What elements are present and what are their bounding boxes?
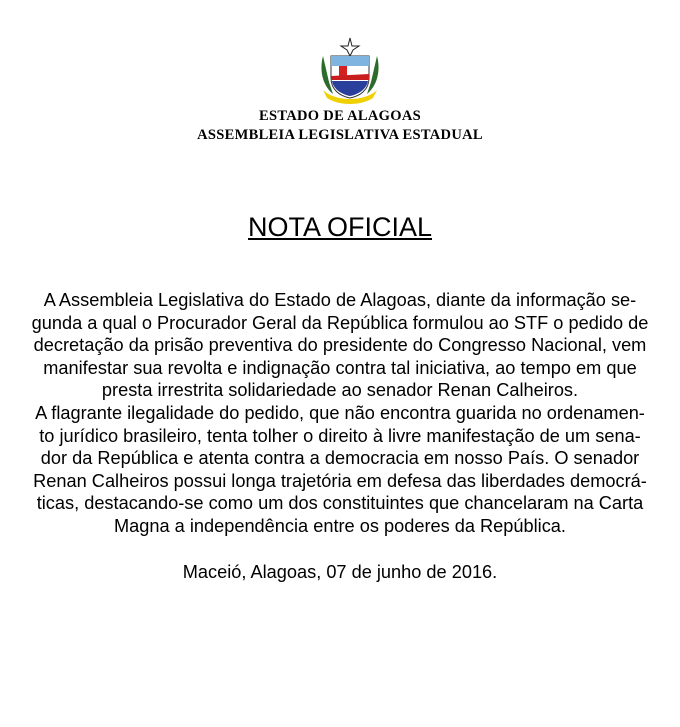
- body-line: manifestar sua revolta e indignação contra tal iniciativa, ao tempo em que: [43, 357, 637, 378]
- body-line: presta irrestrita solidariedade ao senador Renan Calheiros.: [101, 380, 579, 401]
- state-name-heading: ESTADO DE ALAGOAS: [259, 108, 421, 124]
- assembly-name-heading: ASSEMBLEIA LEGISLATIVA ESTADUAL: [197, 127, 483, 143]
- body-line: decretação da prisão preventiva do presidente do Congresso Nacional, vem: [33, 335, 647, 356]
- note-body: [20, 289, 660, 538]
- document-title: NOTA OFICIAL: [247, 212, 433, 242]
- body-line: gunda a qual o Procurador Geral da República formulou ao STF o pedido de: [31, 312, 649, 333]
- date-line: Maceió, Alagoas, 07 de junho de 2016.: [182, 562, 498, 582]
- body-line: A flagrante ilegalidade do pedido, que não encontra guarida no ordenamen-: [35, 402, 645, 423]
- alagoas-coat-of-arms-icon: [315, 36, 385, 106]
- body-line: Renan Calheiros possui longa trajetória em defesa das liberdades democrá-: [33, 470, 647, 491]
- body-line: A Assembleia Legislativa do Estado de Alagoas, diante da informação se-: [43, 290, 637, 310]
- body-line: Magna a independência entre os poderes da República.: [114, 515, 566, 536]
- body-line: ticas, destacando-se como um dos constituintes que chancelaram na Carta: [36, 493, 644, 514]
- body-line: dor da República e atenta contra a democracia em nosso País. O senador: [40, 448, 640, 469]
- body-line: to jurídico brasileiro, tenta tolher o direito à livre manifestação de um sena-: [39, 425, 641, 446]
